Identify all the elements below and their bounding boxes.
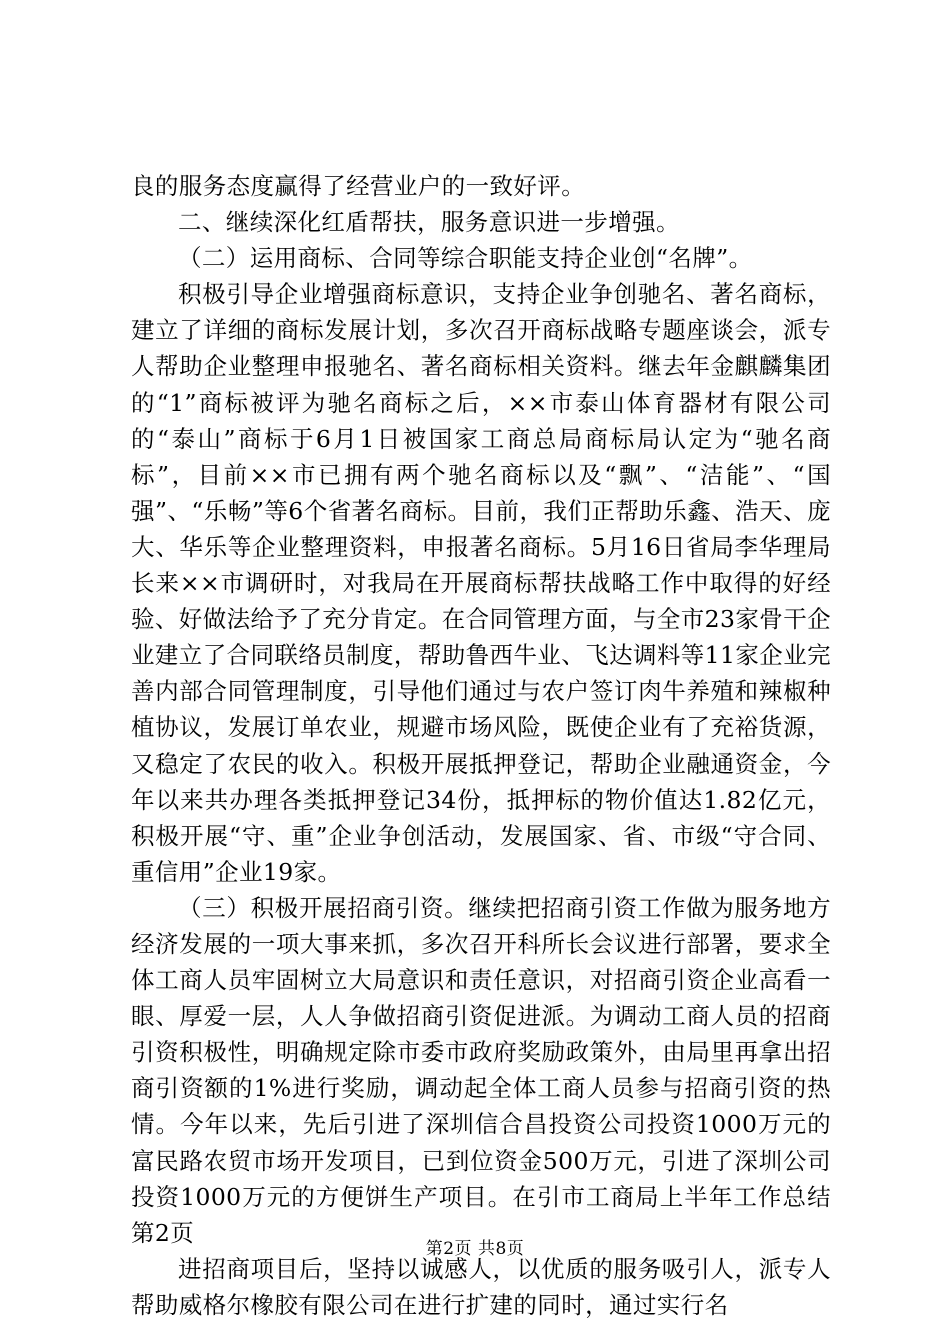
document-body xyxy=(131,168,831,1323)
section-heading-2: 二、继续深化红盾帮扶，服务意识进一步增强。 xyxy=(178,208,680,237)
paragraph-1: 良的服务态度赢得了经营业户的一致好评。 xyxy=(131,172,586,200)
page-footer: 第2页 共8页 xyxy=(425,1239,525,1259)
paragraph-investment: （三）积极开展招商引资。继续把招商引资工作做为服务地方经济发展的一项大事来抓，多次召开科所长会议进行部署，要求全体工商人员牢固树立大局意识和责任意识，对招商引资企业高看一眼、厚爱一层，人人争做招商引资促进派。为调动工商人员的招商引资积极性，明确规定除市委市政府奖励政策外，由局里再拿出招商引资额的1%进行奖励，调动起全体工商人员参与招商引资的热情。今年以来，先后引进了深圳信合昌投资公司投资1000万元的富民路农贸市场开发项目，已到位资金500万元，引进了深圳公司投资1000万元的方便饼生产项目。在引市工商局上半年工作总结第2页 xyxy=(131,893,831,1247)
paragraph-continuation: 进招商项目后，坚持以诚感人，以优质的服务吸引人，派专人帮助威格尔橡胶有限公司在进行扩建的同时，通过实行名 xyxy=(131,1254,831,1319)
subsection-heading-2-2: （二）运用商标、合同等综合职能支持企业创“名牌”。 xyxy=(178,244,753,273)
paragraph-trademark: 积极引导企业增强商标意识，支持企业争创驰名、著名商标，建立了详细的商标发展计划，多次召开商标战略专题座谈会，派专人帮助企业整理申报驰名、著名商标相关资料。继去年金麒麟集团的“1”商标被评为驰名商标之后，××市泰山体育器材有限公司的“泰山”商标于6月1日被国家工商总局商标局认定为“驰名商标”，目前××市已拥有两个驰名商标以及“飘”、“洁能”、“国强”、“乐畅”等6个省著名商标。目前，我们正帮助乐鑫、浩天、庞大、华乐等企业整理资料，申报著名商标。5月16日省局李华理局长来××市调研时，对我局在开展商标帮扶战略工作中取得的好经验、好做法给予了充分肯定。在合同管理方面，与全市23家骨干企业建立了合同联络员制度，帮助鲁西牛业、飞达调料等11家企业完善内部合同管理制度，引导他们通过与农户签订肉牛养殖和辣椒种植协议，发展订单农业，规避市场风险，既使企业有了充裕货源，又稳定了农民的收入。积极开展抵押登记，帮助企业融通资金，今年以来共办理各类抵押登记34份，抵押标的物价值达1.82亿元，积极开展“守、重”企业争创活动，发展国家、省、市级“守合同、重信用”企业19家。 xyxy=(131,280,831,886)
